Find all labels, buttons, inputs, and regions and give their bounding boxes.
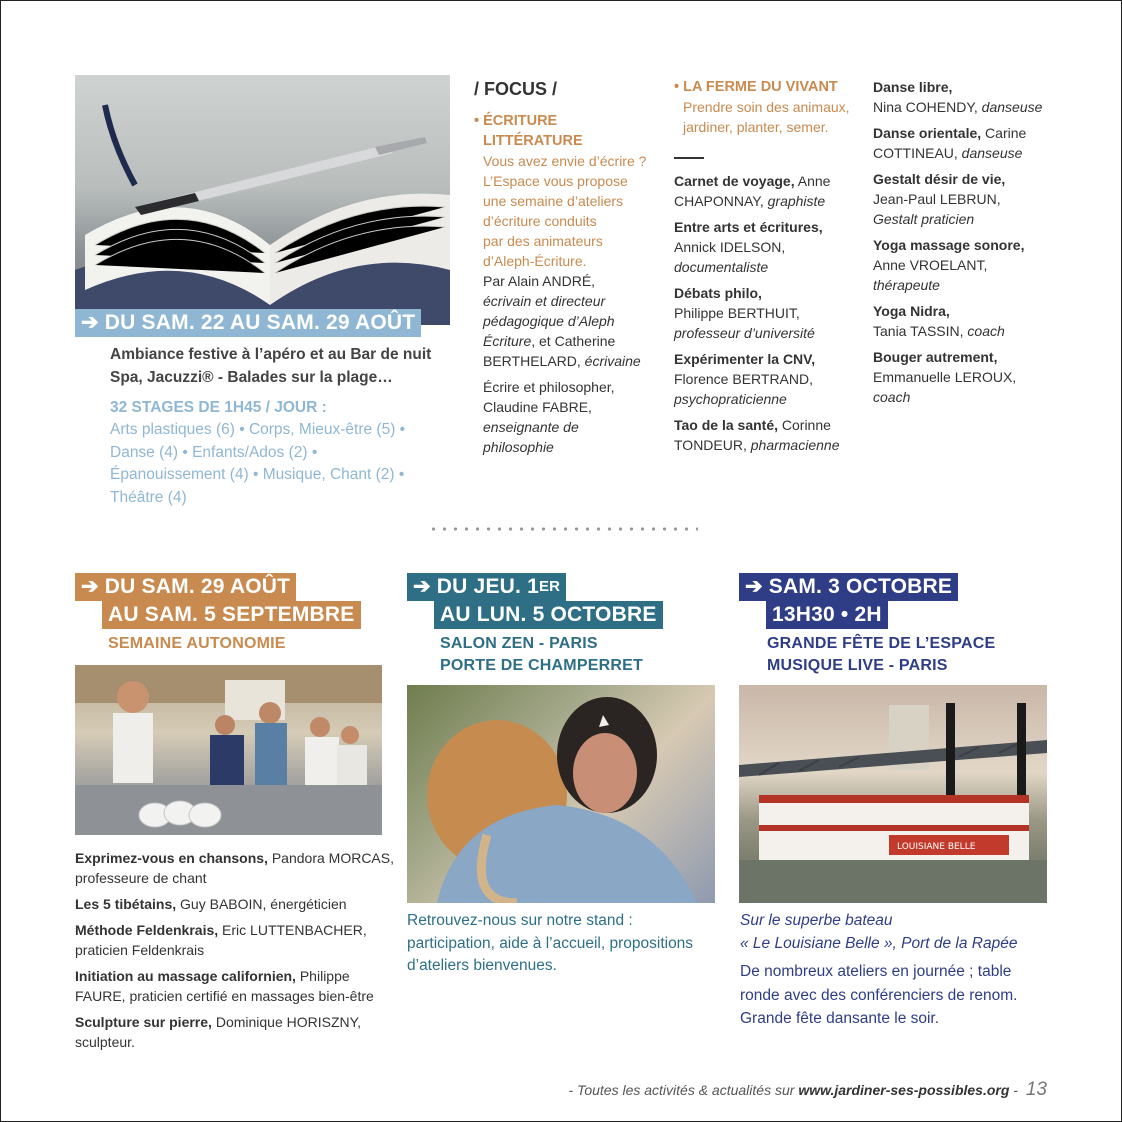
page-number: 13 — [1025, 1079, 1047, 1100]
workshop-name-cont: Philippe BERTHUIT, — [674, 305, 800, 321]
workshop-name: Carine — [981, 125, 1027, 141]
grande-fete-subtitle-1: GRANDE FÊTE DE L’ESPACE — [767, 635, 996, 652]
book-illustration — [75, 75, 450, 325]
footer-url-link[interactable]: www.jardiner-ses-possibles.org — [798, 1082, 1010, 1098]
focus-role-1: écrivain et directeur — [483, 293, 606, 309]
workshop-name-cont: CHAPONNAY, — [674, 193, 768, 209]
arrow-right-icon: ➔ — [413, 575, 431, 598]
banner-line-2: 13H30 • 2H — [766, 601, 888, 629]
workshop-name: Corinne — [778, 417, 831, 433]
ferme-desc-2: jardiner, planter, semer. — [683, 119, 829, 135]
workshop-item — [75, 894, 395, 914]
workshop-title: Gestalt désir de vie, — [873, 171, 1006, 187]
workshop-item — [75, 1012, 395, 1052]
workshop-name: Pandora MORCAS, — [267, 850, 395, 866]
workshop-role: danseuse — [981, 99, 1043, 115]
workshop-title: Expérimenter la CNV, — [674, 351, 816, 367]
workshop-item — [674, 349, 859, 409]
dotted-separator — [428, 525, 698, 533]
grande-fete-text-1: De nombreux ateliers en journée ; table — [740, 963, 1012, 980]
workshop-role: coach — [967, 323, 1005, 339]
grande-fete-banner — [739, 573, 958, 629]
workshop-title: Méthode Feldenkrais, — [75, 922, 219, 938]
workshop-philo-role-1: enseignante de — [483, 419, 579, 435]
banner-line-1: DU SAM. 29 AOÛT — [104, 575, 291, 598]
workshop-name-cont: TONDEUR, — [674, 437, 751, 453]
workshop-name-cont: Nina COHENDY, — [873, 99, 982, 115]
stages-line-4: Théâtre (4) — [110, 488, 187, 506]
workshop-name-cont: Anne VROELANT, — [873, 257, 988, 273]
workshop-title: Danse orientale, — [873, 125, 982, 141]
workshop-title: Les 5 tibétains, — [75, 896, 177, 912]
workshop-role: thérapeute — [873, 277, 940, 293]
focus-title: / FOCUS / — [474, 79, 558, 99]
workshop-title: Exprimez-vous en chansons, — [75, 850, 268, 866]
intro-line-2: Spa, Jacuzzi® - Balades sur la plage… — [110, 369, 393, 386]
workshop-philo-title: Écrire et philosopher, — [483, 379, 615, 395]
footer-post: - — [1009, 1082, 1018, 1098]
focus-and-catherine: , et Catherine — [531, 333, 616, 349]
workshop-list-col4 — [873, 77, 1073, 407]
workshop-name-cont: Annick IDELSON, — [674, 239, 786, 255]
workshop-role: praticien Feldenkrais — [75, 942, 205, 958]
workshop-item — [75, 966, 395, 1006]
workshop-list-col3 — [674, 171, 859, 455]
grande-fete-subtitle-2: MUSIQUE LIVE - PARIS — [767, 657, 948, 674]
workshop-name: Philippe — [295, 968, 350, 984]
workshop-name-cont: Tania TASSIN, — [873, 323, 968, 339]
focus-bullet-line-2: LITTÉRATURE — [483, 133, 583, 149]
focus-bullet-line-1: • ÉCRITURE — [474, 113, 558, 129]
workshop-role: Gestalt praticien — [873, 211, 975, 227]
workshop-title: Initiation au massage californien, — [75, 968, 296, 984]
salon-zen-subtitle-1: SALON ZEN - PARIS — [440, 635, 598, 652]
banner-line-2: AU SAM. 5 SEPTEMBRE — [102, 601, 361, 629]
footer-pre: - Toutes les activités & actualités sur — [568, 1082, 799, 1098]
ferme-title: • LA FERME DU VIVANT — [674, 79, 838, 95]
focus-berthelard: BERTHELARD, — [483, 353, 585, 369]
stages-line-3: Épanouissement (4) • Musique, Chant (2) • — [110, 466, 405, 483]
autonomie-workshop-list — [75, 848, 395, 1058]
arrow-right-icon: ➔ — [81, 311, 99, 334]
workshop-name-cont: Emmanuelle LEROUX, — [873, 369, 1017, 385]
arrow-right-icon: ➔ — [745, 575, 763, 598]
grande-fete-text-3: Grande fête dansante le soir. — [740, 1010, 940, 1027]
workshop-name-cont: Jean-Paul LEBRUN, — [873, 191, 1001, 207]
autonomie-banner — [75, 573, 361, 629]
workshop-title: Bouger autrement, — [873, 349, 998, 365]
workshop-role: coach — [873, 389, 911, 405]
focus-desc-1: Vous avez envie d’écrire ? — [483, 153, 647, 169]
workshop-title: Sculpture sur pierre, — [75, 1014, 212, 1030]
workshop-item — [873, 169, 1073, 229]
focus-desc-4: d’écriture conduits — [483, 213, 597, 229]
workshop-item — [873, 301, 1073, 341]
workshop-item — [75, 848, 395, 888]
workshop-name: Guy BABOIN, énergéticien — [176, 896, 347, 912]
workshop-role: professeur d’université — [674, 325, 815, 341]
salon-zen-banner — [407, 573, 663, 629]
stages-title: 32 STAGES DE 1H45 / JOUR : — [110, 399, 327, 416]
workshop-item — [873, 77, 1073, 117]
salon-zen-text-3: d’ateliers bienvenues. — [407, 957, 557, 974]
workshop-name: Eric LUTTENBACHER, — [218, 922, 367, 938]
workshop-role: FAURE, praticien certifié en massages bien-être — [75, 988, 374, 1004]
focus-desc-2: L’Espace vous propose — [483, 173, 628, 189]
workshop-item — [873, 347, 1073, 407]
grande-fete-italic-1: Sur le superbe bateau — [740, 912, 893, 929]
intro-line-1: Ambiance festive à l’apéro et au Bar de nuit — [110, 346, 432, 363]
workshop-philo-role-2: philosophie — [483, 439, 554, 455]
workshop-role: danseuse — [961, 145, 1023, 161]
focus-par: Par Alain ANDRÉ, — [483, 273, 596, 289]
grande-fete-italic-2: « Le Louisiane Belle », Port de la Rapée — [740, 934, 1018, 952]
stages-line-1: Arts plastiques (6) • Corps, Mieux-être (5) • — [110, 421, 406, 438]
autonomie-subtitle: SEMAINE AUTONOMIE — [108, 635, 286, 652]
dates-banner-label — [75, 309, 421, 337]
workshop-title: Yoga Nidra, — [873, 303, 950, 319]
workshop-item — [75, 920, 395, 960]
focus-role-2: pédagogique d’Aleph — [483, 313, 615, 329]
hug-photo — [407, 685, 715, 903]
workshop-role: graphiste — [767, 193, 826, 209]
workshop-role: pharmacienne — [750, 437, 840, 453]
workshop-role: professeure de chant — [75, 870, 207, 886]
workshop-philo-name: Claudine FABRE, — [483, 399, 592, 415]
book-pen-photo — [75, 75, 450, 325]
arrow-right-icon: ➔ — [81, 575, 99, 598]
banner-line-2: AU LUN. 5 OCTOBRE — [434, 601, 663, 629]
workshop-title: Danse libre, — [873, 79, 953, 95]
workshop-name-cont: Florence BERTRAND, — [674, 371, 814, 387]
workshop-name: Dominique HORISZNY, — [211, 1014, 362, 1030]
ferme-desc-1: Prendre soin des animaux, — [683, 99, 850, 115]
workshop-title: Débats philo, — [674, 285, 762, 301]
workshop-item — [873, 235, 1073, 295]
workshop-role: sculpteur. — [75, 1034, 135, 1050]
workshop-role: psychopraticienne — [674, 391, 787, 407]
workshop-title: Tao de la santé, — [674, 417, 778, 433]
salon-zen-text-1: Retrouvez-nous sur notre stand : — [407, 912, 633, 929]
focus-desc-6: d’Aleph-Écriture. — [483, 253, 587, 269]
workshop-title: Entre arts et écritures, — [674, 219, 823, 235]
focus-desc-3: une semaine d’ateliers — [483, 193, 624, 209]
stages-line-2: Danse (4) • Enfants/Ados (2) • — [110, 443, 318, 461]
workshop-item — [674, 283, 859, 343]
kitchen-photo — [75, 665, 382, 835]
workshop-title: Carnet de voyage, — [674, 173, 795, 189]
workshop-title: Yoga massage sonore, — [873, 237, 1025, 253]
workshop-role: documentaliste — [674, 259, 769, 275]
banner-line-1: DU JEU. 1 — [436, 575, 539, 598]
banner-line-1-sup: ER — [538, 578, 561, 595]
divider — [674, 157, 704, 159]
workshop-item — [873, 123, 1073, 163]
dates-banner — [75, 309, 421, 337]
workshop-name-cont: COTTINEAU, — [873, 145, 962, 161]
workshop-item — [674, 171, 859, 211]
focus-ecrivaine: écrivaine — [584, 353, 641, 369]
workshop-name: Anne — [794, 173, 831, 189]
salon-zen-subtitle-2: PORTE DE CHAMPERRET — [440, 657, 643, 674]
focus-role-3: Écriture — [483, 333, 532, 349]
banner-line-1: SAM. 3 OCTOBRE — [768, 575, 953, 598]
workshop-item — [674, 217, 859, 277]
boat-name-label: LOUISIANE BELLE — [897, 842, 976, 852]
focus-desc-5: par des animateurs — [483, 233, 603, 249]
boat-photo — [739, 685, 1047, 903]
footer — [569, 1079, 1048, 1101]
banner-text: DU SAM. 22 AU SAM. 29 AOÛT — [104, 311, 416, 334]
grande-fete-text-2: ronde avec des conférenciers de renom. — [740, 986, 1018, 1004]
salon-zen-text-2: participation, aide à l’accueil, propositions — [407, 934, 694, 952]
workshop-item — [674, 415, 859, 455]
